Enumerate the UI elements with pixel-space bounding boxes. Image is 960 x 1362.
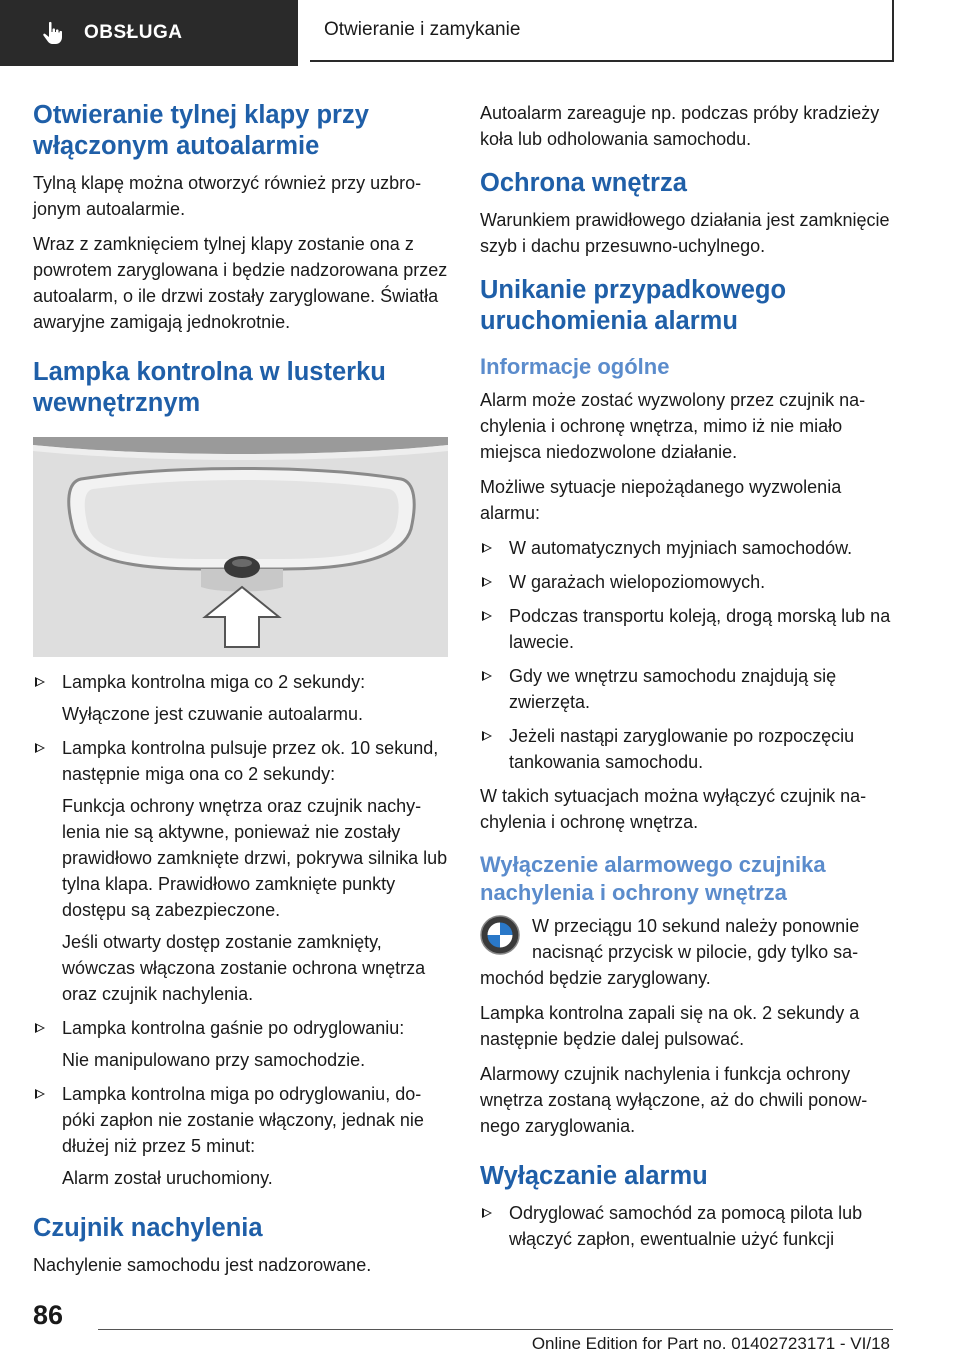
heading-tilt-sensor: Czujnik nachylenia [33, 1214, 263, 1242]
edition-note: Online Edition for Part no. 01402723171 - VI/18 [531, 1334, 890, 1353]
list-item [480, 603, 895, 655]
hand-pointer-icon [40, 20, 66, 46]
chapter-box [310, 0, 894, 62]
remote-instruction-note [480, 913, 895, 991]
list-item-text: Jeżeli nastąpi zaryglowanie po rozpoczęciu tankowania samochodu. [509, 726, 855, 772]
section-tab [0, 0, 298, 66]
list-item-title: Lampka kontrolna gaśnie po odryglowaniu: [62, 1018, 405, 1038]
left-column [33, 100, 448, 1287]
section-label: OBSŁUGA [84, 22, 183, 43]
list-item-text: Odryglować samochód za pomocą pilota lub włączyć zapłon, ewentualnie użyć funkcji [509, 1203, 863, 1249]
paragraph: Autoalarm zareaguje np. podczas próby kradzieży koła lub odholowania samochodu. [480, 103, 880, 149]
chapter-title: Otwieranie i zamykanie [324, 19, 521, 40]
list-item [33, 669, 448, 727]
right-column [480, 100, 895, 1260]
list-item [480, 663, 895, 715]
paragraph: W przeciągu 10 sekund należy ponownie nacisnąć przycisk w pilocie, gdy tylko samochód będzie zaryglowany. [480, 916, 860, 988]
paragraph: Możliwe sytuacje niepożądanego wyzwolenia alarmu: [480, 477, 842, 523]
list-item-body: Wyłączone jest czuwanie autoalarmu. [62, 704, 363, 724]
list-item-title: Lampka kontrolna pulsuje przez ok. 10 sekund, następnie miga ona co 2 sekundy: [62, 738, 439, 784]
triangle-bullet-icon [35, 743, 45, 753]
triangle-bullet-icon [482, 1208, 492, 1218]
list-item-text: W automatycznych myjniach samochodów. [509, 538, 853, 558]
brand-roundel-icon [480, 915, 520, 955]
list-item-text: Gdy we wnętrzu samochodu znajdują się zwierzęta. [509, 666, 837, 712]
paragraph: W takich sytuacjach można wyłączyć czujnik nachylenia i ochronę wnętrza. [480, 786, 867, 832]
paragraph: Tylną klapę można otworzyć również przy uzbrojonym autoalarmie. [33, 173, 422, 219]
triangle-bullet-icon [482, 577, 492, 587]
heading-tailgate-alarm: Otwieranie tylnej klapy przy włączonym autoalarmie [33, 101, 369, 160]
page-header [0, 0, 960, 66]
page-number: 86 [33, 1300, 64, 1330]
paragraph: Alarmowy czujnik nachylenia i funkcja ochrony wnętrza zostaną wyłączone, aż do chwili ponownego zaryglowania. [480, 1064, 868, 1136]
subheading-general-info: Informacje ogólne [480, 354, 670, 379]
heading-interior-protection: Ochrona wnętrza [480, 169, 687, 197]
triangle-bullet-icon [482, 731, 492, 741]
paragraph: Wraz z zamknięciem tylnej klapy zostanie ona z powrotem zaryglowana i będzie nadzorowana przez autoalarm, o ile drzwi zostały zaryglowane. Światła awaryjne zamigają jednokrotnie. [33, 234, 448, 332]
footer-divider [98, 1329, 893, 1330]
list-item [480, 1200, 895, 1252]
false-alarm-situations-list [480, 535, 895, 775]
indicator-states-list [33, 669, 448, 1191]
switch-off-list [480, 1200, 895, 1252]
list-item [480, 723, 895, 775]
list-item-title: Lampka kontrolna miga po odryglowaniu, dopóki zapłon nie zostanie włączony, jednak nie dłużej niż przez 5 minut: [62, 1084, 424, 1156]
list-item-body: Funkcja ochrony wnętrza oraz czujnik nachylenia nie są aktywne, ponieważ nie zostały prawidłowo zamknięte drzwi, pokrywa silnika lub tylna klapa. Prawidłowo zamknięte punkty dostępu są zabezpieczone. [62, 796, 448, 920]
list-item-title: Lampka kontrolna miga co 2 sekundy: [62, 672, 366, 692]
heading-switch-off-alarm: Wyłączanie alarmu [480, 1162, 708, 1190]
list-item [33, 1015, 448, 1073]
subheading-disable-tilt-sensor: Wyłączenie alarmowego czujnika nachylenia i ochrony wnętrza [480, 852, 826, 905]
list-item-body: Alarm został uruchomiony. [62, 1168, 273, 1188]
paragraph: Alarm może zostać wyzwolony przez czujnik nachylenia i ochronę wnętrza, mimo iż nie miało miejsca niedozwolone działanie. [480, 390, 866, 462]
list-item-body: Jeśli otwarty dostęp zostanie zamknięty, wówczas włączona zostanie ochrona wnętrza oraz czujnik nachylenia. [62, 932, 426, 1004]
triangle-bullet-icon [35, 677, 45, 687]
paragraph: Warunkiem prawidłowego działania jest zamknięcie szyb i dachu przesuwno-uchylnego. [480, 210, 890, 256]
list-item [33, 735, 448, 1007]
list-item [480, 569, 895, 595]
list-item-text: W garażach wielopoziomowych. [509, 572, 766, 592]
list-item-text: Podczas transportu koleją, drogą morską lub na lawecie. [509, 606, 891, 652]
triangle-bullet-icon [35, 1023, 45, 1033]
triangle-bullet-icon [482, 611, 492, 621]
rear-view-mirror-image [33, 437, 448, 657]
list-item [33, 1081, 448, 1191]
heading-avoid-false-alarm: Unikanie przypadkowego uruchomienia alarmu [480, 276, 787, 335]
triangle-bullet-icon [482, 543, 492, 553]
heading-indicator-lamp: Lampka kontrolna w lusterku wewnętrznym [33, 358, 386, 417]
triangle-bullet-icon [35, 1089, 45, 1099]
list-item [480, 535, 895, 561]
paragraph: Lampka kontrolna zapali się na ok. 2 sekundy a następnie będzie dalej pulsować. [480, 1003, 860, 1049]
triangle-bullet-icon [482, 671, 492, 681]
paragraph: Nachylenie samochodu jest nadzorowane. [33, 1255, 372, 1275]
list-item-body: Nie manipulowano przy samochodzie. [62, 1050, 366, 1070]
